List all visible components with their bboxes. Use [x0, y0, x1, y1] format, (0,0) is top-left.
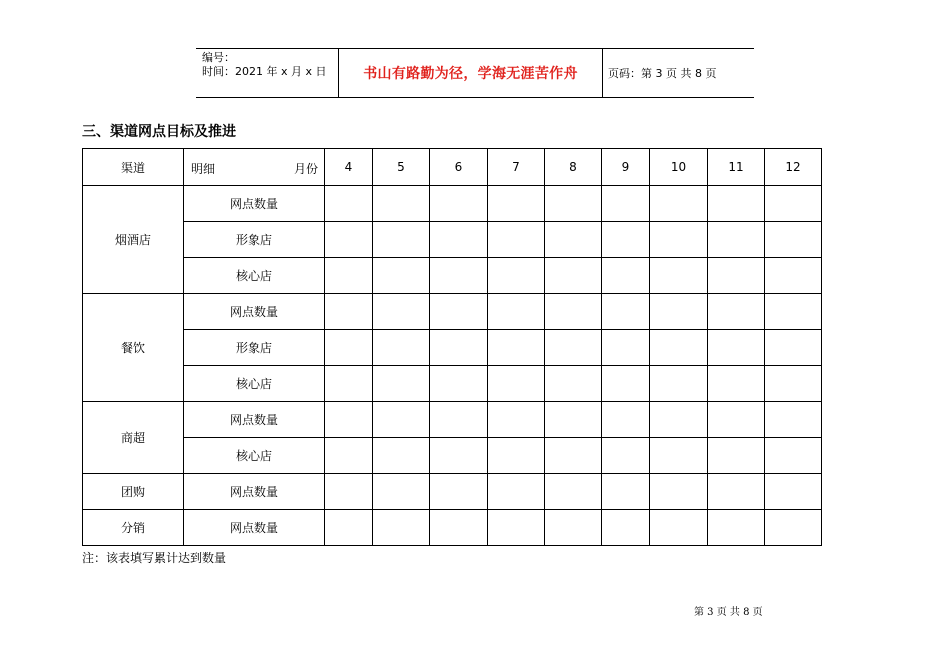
value-cell[interactable]: [430, 402, 488, 438]
value-cell[interactable]: [325, 222, 373, 258]
value-cell[interactable]: [488, 474, 545, 510]
value-cell[interactable]: [765, 510, 822, 546]
value-cell[interactable]: [373, 366, 430, 402]
value-cell[interactable]: [765, 186, 822, 222]
header-divider: [602, 49, 603, 97]
value-cell[interactable]: [602, 258, 650, 294]
value-cell[interactable]: [650, 222, 708, 258]
value-cell[interactable]: [430, 366, 488, 402]
header-month-9: 9: [602, 149, 650, 186]
value-cell[interactable]: [325, 510, 373, 546]
value-cell[interactable]: [430, 510, 488, 546]
detail-cell: 网点数量: [184, 474, 325, 510]
value-cell[interactable]: [602, 510, 650, 546]
value-cell[interactable]: [545, 438, 602, 474]
value-cell[interactable]: [765, 258, 822, 294]
value-cell[interactable]: [545, 186, 602, 222]
value-cell[interactable]: [708, 474, 765, 510]
value-cell[interactable]: [325, 258, 373, 294]
table-note: 注：该表填写累计达到数量: [82, 551, 227, 565]
channel-cell: 餐饮: [83, 294, 184, 402]
value-cell[interactable]: [373, 258, 430, 294]
value-cell[interactable]: [650, 402, 708, 438]
value-cell[interactable]: [545, 510, 602, 546]
header-month-8: 8: [545, 149, 602, 186]
header-month: 月份: [293, 162, 318, 176]
value-cell[interactable]: [708, 222, 765, 258]
channel-cell: 烟酒店: [83, 186, 184, 294]
value-cell[interactable]: [708, 366, 765, 402]
value-cell[interactable]: [488, 402, 545, 438]
table-row: [83, 510, 822, 546]
value-cell[interactable]: [650, 438, 708, 474]
value-cell[interactable]: [325, 294, 373, 330]
detail-cell: 网点数量: [184, 186, 325, 222]
value-cell[interactable]: [708, 186, 765, 222]
value-cell[interactable]: [765, 438, 822, 474]
value-cell[interactable]: [488, 366, 545, 402]
value-cell[interactable]: [430, 294, 488, 330]
number-label: 编号：: [202, 51, 235, 64]
detail-cell: 核心店: [184, 366, 325, 402]
value-cell[interactable]: [765, 294, 822, 330]
value-cell[interactable]: [602, 438, 650, 474]
value-cell[interactable]: [545, 222, 602, 258]
value-cell[interactable]: [650, 510, 708, 546]
value-cell[interactable]: [430, 438, 488, 474]
value-cell[interactable]: [650, 330, 708, 366]
value-cell[interactable]: [602, 222, 650, 258]
detail-cell: 网点数量: [184, 294, 325, 330]
value-cell[interactable]: [602, 366, 650, 402]
value-cell[interactable]: [325, 186, 373, 222]
header-month-6: 6: [430, 149, 488, 186]
value-cell[interactable]: [545, 294, 602, 330]
header-page-info: 页码：第 3 页 共 8 页: [608, 67, 717, 80]
value-cell[interactable]: [650, 474, 708, 510]
value-cell[interactable]: [602, 294, 650, 330]
time-label: 时间：2021 年 x 月 x 日: [202, 65, 327, 78]
table-row: [83, 402, 822, 438]
value-cell[interactable]: [545, 258, 602, 294]
header-month-11: 11: [708, 149, 765, 186]
header-month-7: 7: [488, 149, 545, 186]
value-cell[interactable]: [545, 474, 602, 510]
value-cell[interactable]: [325, 366, 373, 402]
document-header: [196, 48, 754, 98]
value-cell[interactable]: [430, 222, 488, 258]
value-cell[interactable]: [602, 402, 650, 438]
value-cell[interactable]: [708, 510, 765, 546]
table-row: [83, 366, 822, 402]
value-cell[interactable]: [650, 366, 708, 402]
channel-cell: 团购: [83, 474, 184, 510]
value-cell[interactable]: [765, 402, 822, 438]
value-cell[interactable]: [373, 438, 430, 474]
value-cell[interactable]: [708, 258, 765, 294]
footer-page-number: 第 3 页 共 8 页: [694, 607, 763, 618]
table-row: [83, 474, 822, 510]
value-cell[interactable]: [650, 294, 708, 330]
value-cell[interactable]: [765, 366, 822, 402]
detail-cell: 形象店: [184, 330, 325, 366]
table-row: [83, 330, 822, 366]
value-cell[interactable]: [545, 330, 602, 366]
channel-cell: 商超: [83, 402, 184, 474]
header-detail-month: [184, 149, 325, 186]
value-cell[interactable]: [602, 474, 650, 510]
value-cell[interactable]: [488, 294, 545, 330]
value-cell[interactable]: [325, 474, 373, 510]
table-row: [83, 186, 822, 222]
value-cell[interactable]: [708, 330, 765, 366]
value-cell[interactable]: [545, 366, 602, 402]
header-channel: 渠道: [83, 149, 184, 186]
header-month-4: 4: [325, 149, 373, 186]
detail-cell: 网点数量: [184, 510, 325, 546]
value-cell[interactable]: [488, 438, 545, 474]
value-cell[interactable]: [373, 402, 430, 438]
detail-cell: 核心店: [184, 258, 325, 294]
header-motto: 书山有路勤为径，学海无涯苦作舟: [363, 66, 578, 82]
header-month-10: 10: [650, 149, 708, 186]
value-cell[interactable]: [765, 474, 822, 510]
value-cell[interactable]: [430, 474, 488, 510]
value-cell[interactable]: [325, 330, 373, 366]
value-cell[interactable]: [373, 330, 430, 366]
value-cell[interactable]: [708, 294, 765, 330]
value-cell[interactable]: [602, 186, 650, 222]
value-cell[interactable]: [430, 330, 488, 366]
value-cell[interactable]: [488, 258, 545, 294]
value-cell[interactable]: [488, 330, 545, 366]
value-cell[interactable]: [765, 330, 822, 366]
table-row: [83, 294, 822, 330]
value-cell[interactable]: [488, 222, 545, 258]
value-cell[interactable]: [430, 186, 488, 222]
value-cell[interactable]: [373, 186, 430, 222]
value-cell[interactable]: [545, 402, 602, 438]
value-cell[interactable]: [430, 258, 488, 294]
value-cell[interactable]: [488, 186, 545, 222]
value-cell[interactable]: [650, 258, 708, 294]
table-header-row: [83, 149, 822, 186]
table-row: [83, 258, 822, 294]
table-row: [83, 438, 822, 474]
header-month-5: 5: [373, 149, 430, 186]
value-cell[interactable]: [373, 474, 430, 510]
value-cell[interactable]: [602, 330, 650, 366]
detail-cell: 核心店: [184, 438, 325, 474]
value-cell[interactable]: [650, 186, 708, 222]
value-cell[interactable]: [373, 222, 430, 258]
header-meta: [202, 51, 327, 79]
header-month-12: 12: [765, 149, 822, 186]
value-cell[interactable]: [373, 294, 430, 330]
value-cell[interactable]: [765, 222, 822, 258]
section-title: 三、渠道网点目标及推进: [82, 124, 236, 140]
value-cell[interactable]: [708, 438, 765, 474]
detail-cell: 形象店: [184, 222, 325, 258]
channel-cell: 分销: [83, 510, 184, 546]
value-cell[interactable]: [373, 510, 430, 546]
value-cell[interactable]: [325, 402, 373, 438]
channel-target-table: [82, 148, 822, 546]
value-cell[interactable]: [708, 402, 765, 438]
detail-cell: 网点数量: [184, 402, 325, 438]
header-detail: 明细: [191, 162, 216, 176]
value-cell[interactable]: [488, 510, 545, 546]
table-row: [83, 222, 822, 258]
value-cell[interactable]: [325, 438, 373, 474]
